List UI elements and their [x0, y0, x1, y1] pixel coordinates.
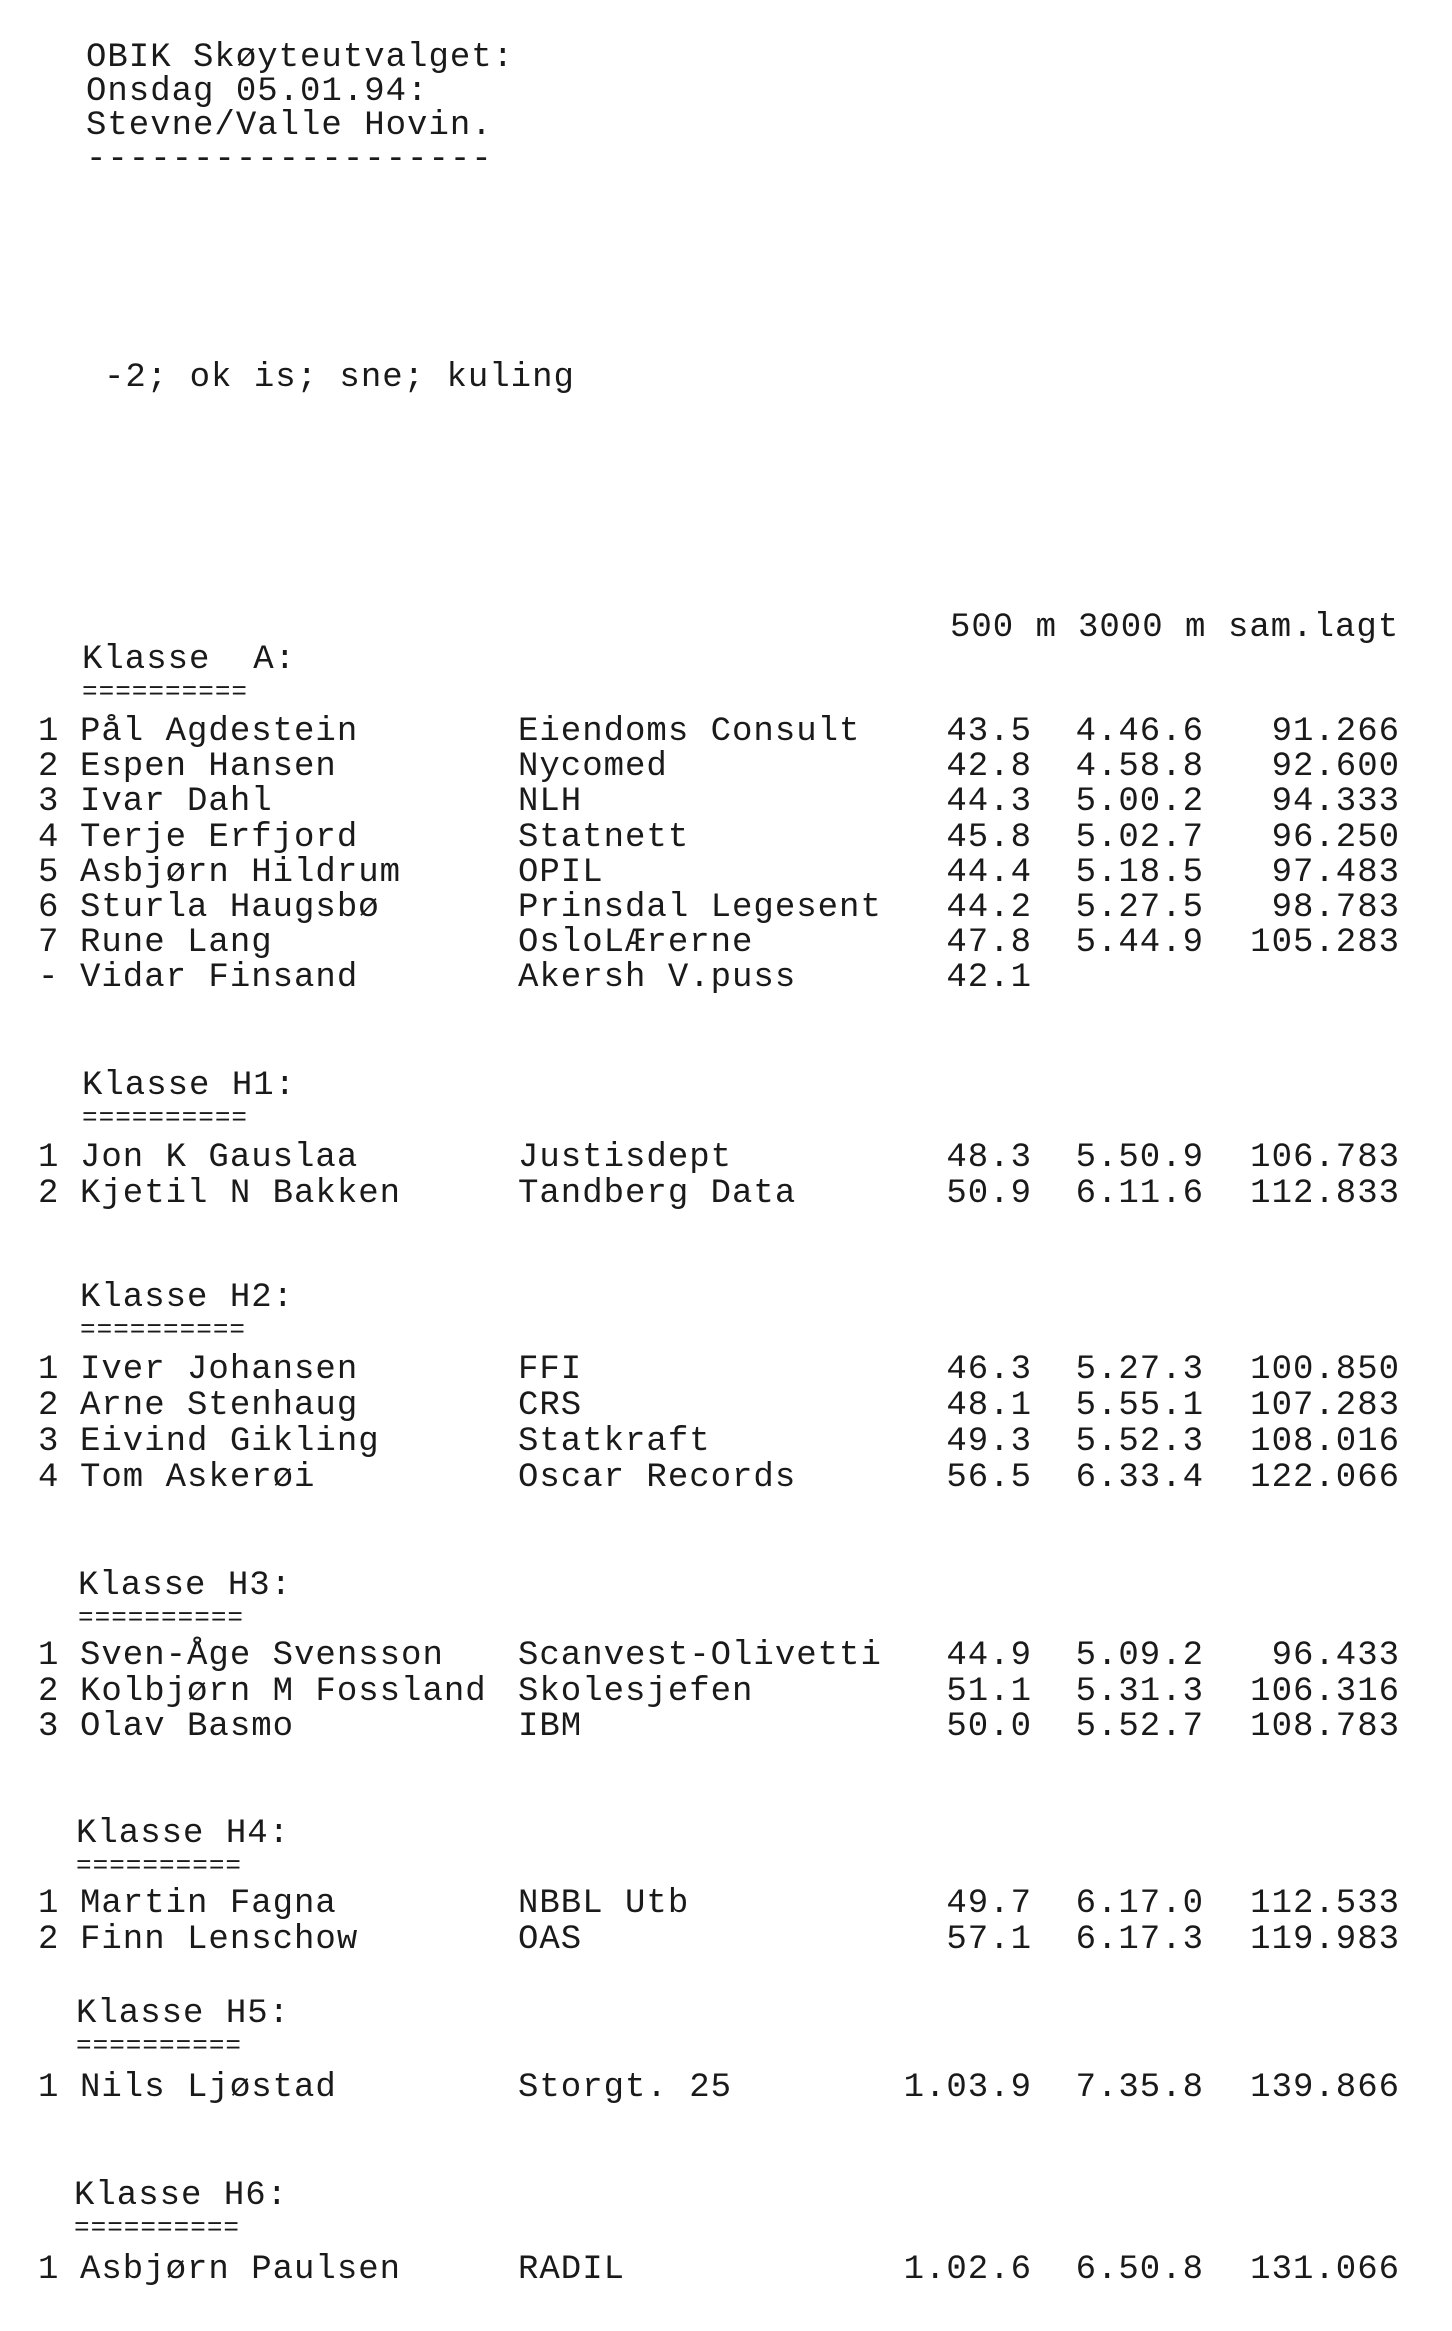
name-cell: Kolbjørn M Fossland — [80, 1672, 487, 1711]
time-3000m-cell: 4.46.6 — [1075, 713, 1204, 751]
name-cell: Sturla Haugsbø — [80, 889, 380, 927]
points-cell: 108.016 — [1250, 1423, 1400, 1461]
name-cell: Sven-Åge Svensson — [80, 1637, 444, 1675]
time-500m-cell: 51.1 — [946, 1672, 1032, 1711]
result-row — [0, 1636, 1452, 1676]
place-cell: 1 — [38, 2251, 60, 2289]
class-title-underline: ========== — [76, 2031, 243, 2061]
time-500m-cell: 49.7 — [946, 1885, 1032, 1923]
name-cell: Vidar Finsand — [80, 959, 359, 998]
name-cell: Eivind Gikling — [80, 1423, 380, 1461]
time-500m-cell: 57.1 — [946, 1921, 1032, 1959]
time-3000m-cell: 5.27.5 — [1075, 889, 1204, 927]
time-3000m-cell: 7.35.8 — [1075, 2069, 1204, 2107]
points-cell: 131.066 — [1250, 2251, 1400, 2289]
place-cell: 1 — [38, 2069, 60, 2107]
time-3000m-cell: 5.52.7 — [1075, 1708, 1204, 1746]
time-500m-cell: 50.0 — [946, 1708, 1032, 1746]
time-3000m-cell: 5.00.2 — [1075, 783, 1204, 822]
points-cell: 92.600 — [1271, 748, 1400, 787]
class-title-underline: ========== — [78, 1603, 245, 1633]
time-3000m-cell: 5.55.1 — [1075, 1387, 1204, 1425]
club-cell: CRS — [518, 1387, 583, 1425]
place-cell: - — [38, 959, 60, 998]
points-cell: 112.533 — [1250, 1885, 1400, 1923]
time-3000m-cell: 6.17.3 — [1075, 1921, 1204, 1959]
result-row — [0, 818, 1452, 858]
place-cell: 1 — [38, 1885, 60, 1923]
result-row — [0, 712, 1452, 752]
time-500m-cell: 44.2 — [946, 889, 1032, 927]
name-cell: Espen Hansen — [80, 748, 337, 787]
club-cell: NLH — [518, 783, 583, 822]
time-3000m-cell: 6.11.6 — [1075, 1175, 1204, 1213]
name-cell: Tom Askerøi — [80, 1459, 316, 1497]
name-cell: Jon K Gauslaa — [80, 1139, 359, 1177]
header-line-3: Stevne/Valle Hovin. — [86, 107, 493, 145]
name-cell: Rune Lang — [80, 924, 273, 963]
result-row — [0, 747, 1452, 787]
time-500m-cell: 56.5 — [946, 1459, 1032, 1497]
class-title-underline: ========== — [82, 1103, 249, 1133]
class-title-underline: ========== — [76, 1851, 243, 1881]
club-cell: Statkraft — [518, 1423, 711, 1461]
class-title: Klasse H2: — [80, 1279, 295, 1317]
time-500m-cell: 49.3 — [946, 1423, 1032, 1461]
time-3000m-cell: 5.18.5 — [1075, 853, 1204, 892]
name-cell: Asbjørn Paulsen — [80, 2251, 402, 2289]
class-title: Klasse H5: — [76, 1995, 291, 2033]
time-500m-cell: 43.5 — [946, 713, 1032, 751]
club-cell: Statnett — [518, 818, 690, 857]
time-500m-cell: 44.9 — [946, 1637, 1032, 1675]
time-3000m-cell: 5.44.9 — [1075, 924, 1204, 963]
club-cell: OAS — [518, 1921, 583, 1959]
place-cell: 2 — [38, 748, 60, 787]
club-cell: Prinsdal Legesent — [518, 889, 882, 927]
club-cell: Eiendoms Consult — [518, 713, 861, 751]
result-row — [0, 1386, 1452, 1426]
result-row — [0, 923, 1452, 963]
points-cell: 96.250 — [1271, 818, 1400, 857]
club-cell: FFI — [518, 1351, 583, 1389]
points-cell: 107.283 — [1250, 1387, 1400, 1425]
place-cell: 1 — [38, 1139, 60, 1177]
name-cell: Olav Basmo — [80, 1708, 295, 1746]
points-cell: 139.866 — [1250, 2069, 1400, 2107]
club-cell: RADIL — [518, 2251, 626, 2289]
place-cell: 3 — [38, 1423, 60, 1461]
place-cell: 1 — [38, 1351, 60, 1389]
time-3000m-cell: 6.33.4 — [1075, 1459, 1204, 1497]
column-header-sum: sam.lagt — [1228, 609, 1400, 647]
result-row — [0, 1707, 1452, 1747]
result-row — [0, 1174, 1452, 1214]
time-500m-cell: 46.3 — [946, 1351, 1032, 1389]
result-row — [0, 782, 1452, 822]
points-cell: 96.433 — [1271, 1637, 1400, 1675]
club-cell: Tandberg Data — [518, 1175, 797, 1213]
club-cell: Oscar Records — [518, 1459, 797, 1497]
time-500m-cell: 1.03.9 — [903, 2069, 1032, 2107]
time-500m-cell: 42.1 — [946, 959, 1032, 998]
club-cell: OsloLÆrerne — [518, 924, 754, 963]
name-cell: Finn Lenschow — [80, 1921, 359, 1959]
header-line-1: OBIK Skøyteutvalget: — [86, 39, 515, 77]
time-3000m-cell: 6.50.8 — [1075, 2251, 1204, 2289]
place-cell: 4 — [38, 1459, 60, 1497]
class-title: Klasse H3: — [78, 1567, 293, 1605]
points-cell: 94.333 — [1271, 783, 1400, 822]
result-row — [0, 1458, 1452, 1498]
club-cell: Skolesjefen — [518, 1672, 754, 1711]
points-cell: 97.483 — [1271, 853, 1400, 892]
time-500m-cell: 50.9 — [946, 1175, 1032, 1213]
class-title: Klasse H6: — [74, 2177, 289, 2215]
points-cell: 98.783 — [1271, 889, 1400, 927]
points-cell: 91.266 — [1271, 713, 1400, 751]
result-row — [0, 1350, 1452, 1390]
result-row — [0, 1884, 1452, 1924]
points-cell: 100.850 — [1250, 1351, 1400, 1389]
result-row — [0, 888, 1452, 928]
place-cell: 2 — [38, 1387, 60, 1425]
column-header-3000m: 3000 m — [1078, 609, 1207, 647]
place-cell: 3 — [38, 1708, 60, 1746]
club-cell: Nycomed — [518, 748, 668, 787]
time-3000m-cell: 6.17.0 — [1075, 1885, 1204, 1923]
place-cell: 7 — [38, 924, 60, 963]
club-cell: Akersh V.puss — [518, 959, 797, 998]
time-500m-cell: 42.8 — [946, 748, 1032, 787]
place-cell: 2 — [38, 1672, 60, 1711]
name-cell: Asbjørn Hildrum — [80, 853, 402, 892]
place-cell: 2 — [38, 1175, 60, 1213]
header-rule: ------------------- — [86, 141, 493, 179]
time-500m-cell: 44.3 — [946, 783, 1032, 822]
result-row — [0, 1672, 1452, 1712]
name-cell: Martin Fagna — [80, 1885, 337, 1923]
time-500m-cell: 45.8 — [946, 818, 1032, 857]
points-cell: 106.783 — [1250, 1139, 1400, 1177]
name-cell: Nils Ljøstad — [80, 2069, 337, 2107]
result-row — [0, 1138, 1452, 1178]
result-row — [0, 1920, 1452, 1960]
name-cell: Pål Agdestein — [80, 713, 359, 751]
class-title-underline: ========== — [80, 1315, 247, 1345]
points-cell: 108.783 — [1250, 1708, 1400, 1746]
class-title-underline: ========== — [82, 677, 249, 707]
place-cell: 2 — [38, 1921, 60, 1959]
place-cell: 1 — [38, 1637, 60, 1675]
time-3000m-cell: 5.27.3 — [1075, 1351, 1204, 1389]
time-500m-cell: 47.8 — [946, 924, 1032, 963]
points-cell: 122.066 — [1250, 1459, 1400, 1497]
name-cell: Kjetil N Bakken — [80, 1175, 402, 1213]
time-500m-cell: 44.4 — [946, 853, 1032, 892]
place-cell: 4 — [38, 818, 60, 857]
club-cell: OPIL — [518, 853, 604, 892]
time-3000m-cell: 4.58.8 — [1075, 748, 1204, 787]
weather-conditions: -2; ok is; sne; kuling — [104, 359, 575, 397]
points-cell: 119.983 — [1250, 1921, 1400, 1959]
class-title-underline: ========== — [74, 2213, 241, 2243]
result-row — [0, 958, 1452, 998]
place-cell: 3 — [38, 783, 60, 822]
club-cell: IBM — [518, 1708, 583, 1746]
club-cell: NBBL Utb — [518, 1885, 690, 1923]
result-row — [0, 1422, 1452, 1462]
result-row — [0, 2068, 1452, 2108]
name-cell: Arne Stenhaug — [80, 1387, 359, 1425]
points-cell: 106.316 — [1250, 1672, 1400, 1711]
time-500m-cell: 48.3 — [946, 1139, 1032, 1177]
header-line-2: Onsdag 05.01.94: — [86, 73, 429, 111]
place-cell: 1 — [38, 713, 60, 751]
club-cell: Storgt. 25 — [518, 2069, 733, 2107]
time-3000m-cell: 5.02.7 — [1075, 818, 1204, 857]
name-cell: Ivar Dahl — [80, 783, 273, 822]
name-cell: Iver Johansen — [80, 1351, 359, 1389]
time-3000m-cell: 5.52.3 — [1075, 1423, 1204, 1461]
time-3000m-cell: 5.50.9 — [1075, 1139, 1204, 1177]
class-title: Klasse H4: — [76, 1815, 291, 1853]
club-cell: Justisdept — [518, 1139, 733, 1177]
column-header-500m: 500 m — [950, 609, 1058, 647]
points-cell: 105.283 — [1250, 924, 1400, 963]
club-cell: Scanvest-Olivetti — [518, 1637, 882, 1675]
points-cell: 112.833 — [1250, 1175, 1400, 1213]
name-cell: Terje Erfjord — [80, 818, 359, 857]
result-row — [0, 853, 1452, 893]
time-500m-cell: 48.1 — [946, 1387, 1032, 1425]
time-3000m-cell: 5.09.2 — [1075, 1637, 1204, 1675]
class-title: Klasse H1: — [82, 1067, 297, 1105]
result-row — [0, 2250, 1452, 2290]
place-cell: 6 — [38, 889, 60, 927]
time-3000m-cell: 5.31.3 — [1075, 1672, 1204, 1711]
time-500m-cell: 1.02.6 — [903, 2251, 1032, 2289]
place-cell: 5 — [38, 853, 60, 892]
class-title: Klasse A: — [82, 641, 297, 679]
